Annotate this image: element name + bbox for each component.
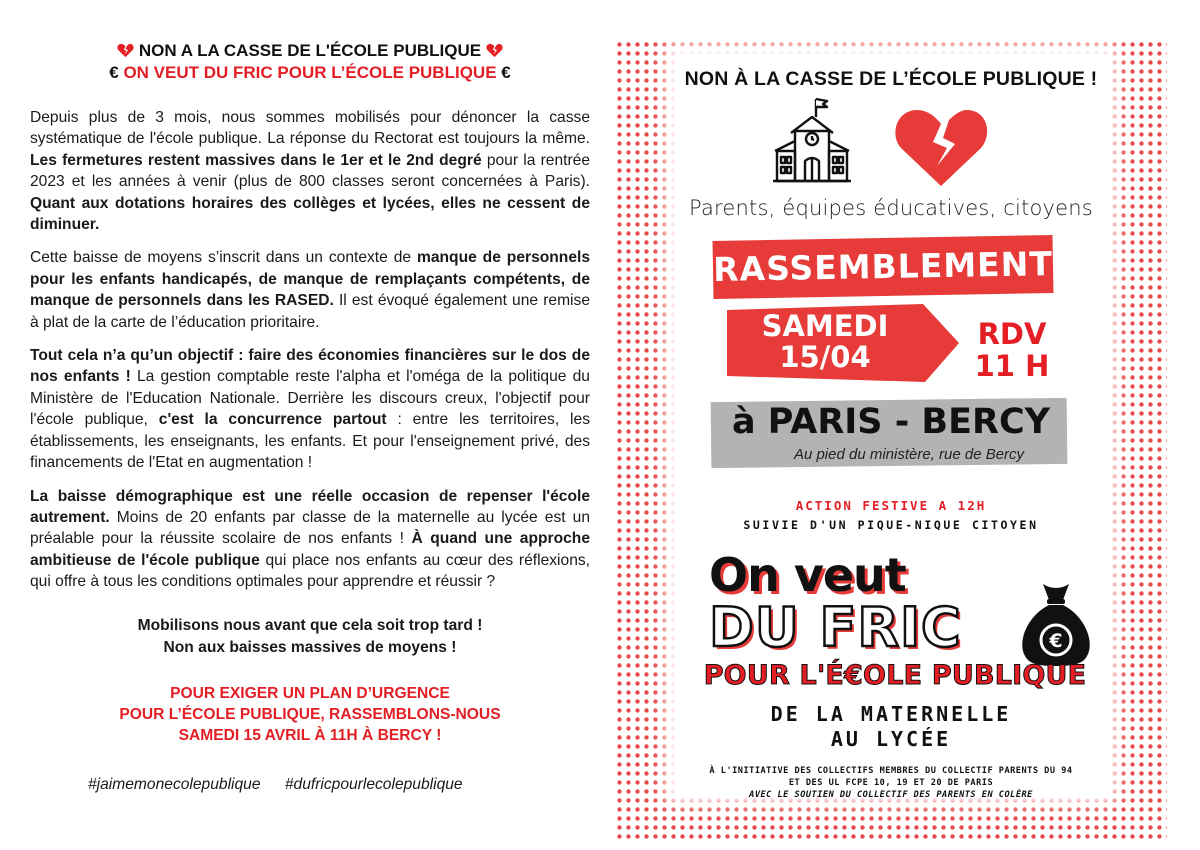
level-line: DE LA MATERNELLE	[770, 702, 1012, 726]
left-title	[30, 40, 590, 62]
credit-line: À L'INITIATIVE DES COLLECTIFS MEMBRES DU COLLECTIF PARENTS DU 94	[709, 766, 1073, 776]
slogan-ecole-publique: POUR L'É€OLE PUBLIQUE	[703, 660, 1087, 691]
school-levels	[615, 702, 1167, 752]
cta-line: POUR EXIGER UN PLAN D’URGENCE	[170, 684, 450, 702]
broken-heart-icon	[893, 108, 989, 188]
p1-bold: Quant aux dotations horaires des collèges et lycées, elles ne cessent de diminuer.	[30, 194, 590, 234]
p2-text: Cette baisse de moyens s’inscrit dans un contexte de	[30, 249, 417, 267]
rdv-label: RDV	[977, 317, 1047, 351]
organizers-credits	[615, 765, 1167, 801]
p4-bold: À quand une approche ambitieuse de l'école publique	[30, 530, 590, 569]
hashtag: #dufricpourlecolepublique	[284, 775, 463, 793]
location-detail: Au pied du ministère, rue de Bercy	[793, 446, 1025, 463]
p4-text: qui place nos enfants au cœur des réflexions, qui offre à tous les conditions optimales pour apprendre et réussir ?	[30, 551, 590, 591]
left-title-text: NON A LA CASSE DE L'ÉCOLE PUBLIQUE	[138, 41, 482, 60]
slogan-du-fric: DU FRIC	[709, 596, 962, 659]
p4-bold: La baisse démographique est une réelle occasion de repenser l'école autrement.	[30, 487, 590, 526]
broken-heart-icon	[117, 43, 134, 58]
p3-text: La gestion comptable reste l'alpha et l'oméga de la politique du Ministère de l'Education Nationale. Derrière les discours creux, l'objectif pour l'école publique,	[30, 368, 590, 429]
p1-text: pour la rentrée 2023 et les années à venir (plus de 800 classes seront concernées à Paris).	[30, 151, 590, 191]
event-day: SAMEDI	[761, 309, 889, 343]
school-icon	[771, 95, 853, 185]
event-date-value: 15/04	[779, 340, 871, 374]
credit-line: AVEC LE SOUTIEN DU COLLECTIF DES PARENTS EN COLÈRE	[749, 790, 1033, 800]
location-title: à PARIS - BERCY	[732, 402, 1050, 442]
text-column	[30, 40, 590, 794]
picnic-note: SUIVIE D'UN PIQUE-NIQUE CITOYEN	[743, 518, 1039, 532]
p1-text: Depuis plus de 3 mois, nous sommes mobilisés pour dénoncer la casse systématique de l'école publique. La réponse du Rectorat est toujours la même.	[30, 109, 590, 148]
p2-bold: manque de personnels pour les enfants handicapés, de manque de remplaçants compétents, de manque de personnels dans les RASED.	[30, 249, 590, 310]
paragraph-1	[30, 107, 590, 235]
closing-statement	[30, 615, 590, 659]
broken-heart-icon	[486, 43, 503, 58]
euro-glyph: €	[1049, 630, 1063, 652]
p3-text: : entre les territoires, les établissements, les enseignants, les enfants. Et pour l'enseignement privé, des financements de l'Etat en augmentation !	[30, 411, 590, 472]
money-bag-icon	[1019, 580, 1093, 666]
meeting-time	[967, 318, 1057, 382]
paragraph-3	[30, 345, 590, 473]
euro-glyph: €	[109, 63, 119, 82]
left-subtitle-text: ON VEUT DU FRIC POUR L’ÉCOLE PUBLIQUE	[123, 63, 497, 82]
event-poster	[615, 40, 1167, 840]
p3-bold: c'est la concurrence partout	[158, 411, 387, 429]
left-subtitle	[30, 62, 590, 84]
credit-line: ET DES UL FCPE 10, 19 ET 20 DE PARIS	[788, 778, 994, 788]
rdv-time: 11 H	[974, 349, 1050, 383]
hashtags	[30, 776, 590, 794]
poster-audience: Parents, équipes éducatives, citoyens	[689, 196, 1093, 220]
closing-line: Mobilisons nous avant que cela soit trop tard !	[137, 616, 483, 634]
cta-line: SAMEDI 15 AVRIL À 11H À BERCY !	[178, 726, 442, 744]
p3-bold: Tout cela n’a qu’un objectif : faire des économies financières sur le dos de nos enfants !	[30, 347, 590, 386]
level-line: AU LYCÉE	[830, 727, 952, 751]
slogan-on-veut: On veut	[709, 548, 906, 602]
poster-title: NON À LA CASSE DE L’ÉCOLE PUBLIQUE !	[684, 68, 1098, 90]
closing-line: Non aux baisses massives de moyens !	[163, 638, 457, 656]
action-festive: ACTION FESTIVE A 12H	[795, 498, 987, 513]
p1-bold: Les fermetures restent massives dans le 1er et le 2nd degré	[30, 151, 482, 169]
rassemblement-banner: RASSEMBLEMENT	[713, 235, 1054, 299]
hashtag: #jaimemonecolepublique	[88, 775, 261, 793]
p4-text: Moins de 20 enfants par classe de la maternelle au lycée est un préalable pour la réussite scolaire de nos enfants !	[30, 508, 590, 548]
paragraph-4	[30, 486, 590, 593]
cta-line: POUR L’ÉCOLE PUBLIQUE, RASSEMBLONS-NOUS	[119, 705, 501, 723]
paragraph-2	[30, 247, 590, 333]
event-date	[735, 311, 915, 373]
p2-text: Il est évoqué également une remise à plat de la carte de l’éducation prioritaire.	[30, 292, 590, 331]
call-to-action	[30, 683, 590, 746]
euro-glyph: €	[501, 63, 511, 82]
